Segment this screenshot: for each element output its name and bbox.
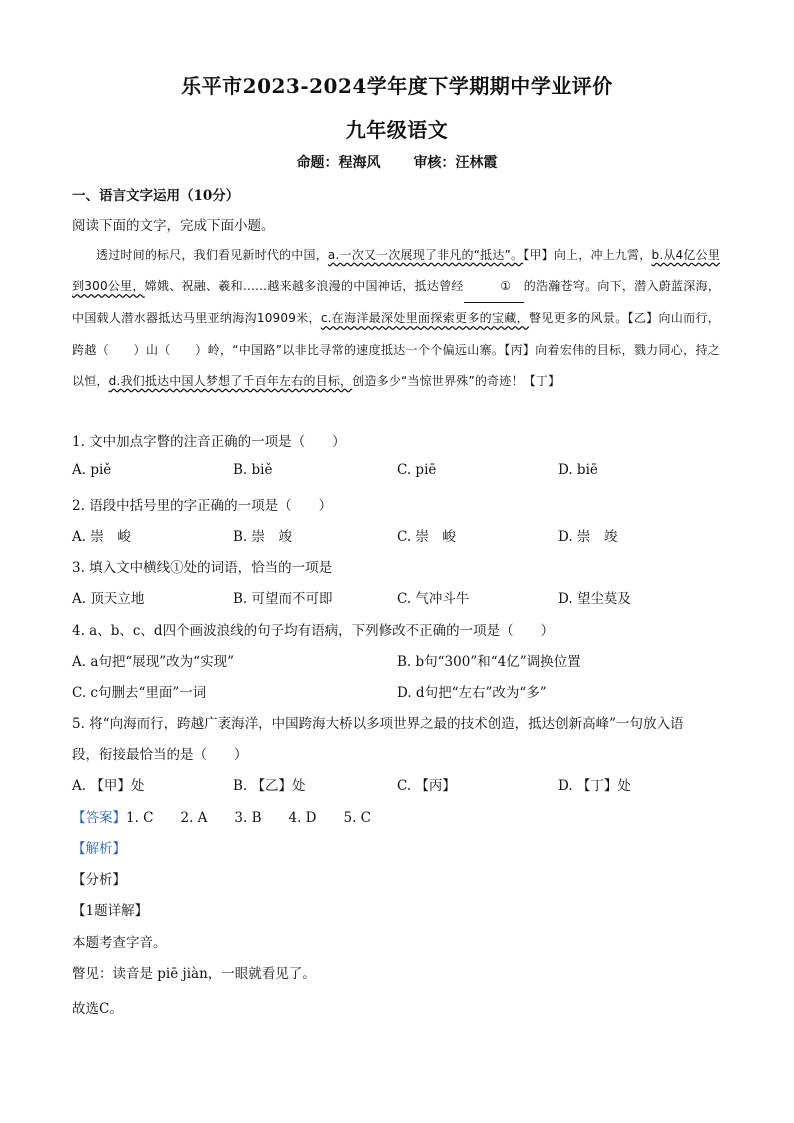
question-2-stem: 2. 语段中括号里的字正确的一项是（ ）	[72, 498, 333, 514]
q1-option-b: B. biě	[233, 462, 273, 478]
q3-option-c: C. 气冲斗牛	[397, 591, 470, 607]
sentence-b: b.从4亿公里到300公里，	[72, 248, 721, 294]
fenxi-tag: 【分析】	[72, 872, 126, 888]
passage-text: 嫦娥、祝融、羲和……越来越多浪漫的中国神话，抵达曾经	[144, 279, 464, 294]
q2-option-c: C. 崇 峻	[397, 529, 456, 545]
q4-option-a: A. a句把“展现”改为“实现”	[72, 654, 234, 670]
q2-option-d: D. 崇 竣	[558, 529, 618, 545]
q1-detail-line3: 故选C。	[72, 1001, 123, 1017]
q1-option-c: C. piē	[397, 462, 437, 478]
author-label: 命题：程海风	[296, 155, 381, 171]
analysis-tag: 【解析】	[72, 841, 126, 857]
question-3-stem: 3. 填入文中横线①处的词语，恰当的一项是	[72, 560, 333, 576]
q5-option-d: D. 【丁】处	[558, 778, 631, 794]
question-4-stem: 4. a、b、c、d四个画波浪线的句子均有语病，下列修改不正确的一项是（ ）	[72, 623, 555, 639]
q4-option-c: C. c句删去“里面”一词	[72, 685, 207, 701]
answer-tag: 【答案】	[72, 810, 126, 826]
passage-text: 透过时间的标尺，我们看见新时代的中国，	[96, 248, 328, 262]
q4-option-d: D. d句把“左右”改为“多”	[397, 685, 547, 701]
q1-detail-tag: 【1题详解】	[72, 903, 149, 919]
blank-1: ①	[464, 271, 524, 303]
question-5-stem-line1: 5. 将“向海而行，跨越广袤海洋，中国跨海大桥以多项世界之最的技术创造，抵达创新高峰”一句放入语	[72, 716, 684, 732]
q2-option-b: B. 崇 竣	[233, 529, 293, 545]
q1-detail-line2: 瞥见：读音是 piē jiàn，一眼就看见了。	[72, 966, 316, 982]
q3-option-b: B. 可望而不可即	[233, 591, 333, 607]
answer-line	[72, 806, 371, 826]
passage-text: 创造多少“当惊世界殊”的奇迹！【丁】	[352, 373, 561, 388]
passage-text: 的浩瀚苍穹。向下，潜入蔚蓝深海，中国载人潜水器抵达马里亚纳海沟10909米，	[72, 279, 721, 326]
question-5-stem-line2: 段，衔接最恰当的是（ ）	[72, 747, 248, 763]
reviewer-label: 审核：汪林霞	[413, 155, 498, 171]
sentence-c: c.在海洋最深处里面探索更多的宝藏，	[320, 311, 529, 326]
page-subtitle: 九年级语文	[345, 118, 449, 142]
passage-text: 【甲】向上，冲上九霄，	[523, 248, 652, 262]
page-title: 乐平市2023-2024学年度下学期期中学业评价	[181, 74, 613, 98]
question-1-stem: 1. 文中加点字瞥的注音正确的一项是（ ）	[72, 434, 346, 450]
sentence-d: d.我们抵达中国人梦想了千百年左右的目标，	[108, 373, 353, 388]
q1-option-d: D. biē	[558, 462, 598, 478]
q5-option-c: C. 【丙】	[397, 778, 456, 794]
q2-option-a: A. 崇 峻	[72, 529, 131, 545]
q3-option-a: A. 顶天立地	[72, 591, 145, 607]
q5-option-b: B. 【乙】处	[233, 778, 306, 794]
q1-detail-line1: 本题考查字音。	[72, 935, 167, 951]
passage-text: 瞥见更多的风景。【乙】向山而行，跨越（ ）山（ ）岭，“中国路”以非比寻常的速度抵达一个个偏远山寨。【丙】向着宏伟的目标，戮力同心，持之以恒，	[72, 311, 721, 388]
q3-option-d: D. 望尘莫及	[558, 591, 631, 607]
q5-option-a: A. 【甲】处	[72, 778, 145, 794]
answer-items: 1. C 2. A 3. B 4. D 5. C	[126, 810, 372, 826]
q4-option-b: B. b句“300”和“4亿”调换位置	[397, 654, 581, 670]
section-instruction: 阅读下面的文字，完成下面小题。	[72, 218, 275, 234]
reading-passage	[72, 240, 720, 397]
author-info	[0, 152, 794, 172]
sentence-a: a.一次又一次展现了非凡的“抵达”。	[327, 248, 524, 262]
section-title: 一、语言文字运用（10分）	[72, 188, 240, 204]
q1-option-a: A. piě	[72, 462, 112, 478]
